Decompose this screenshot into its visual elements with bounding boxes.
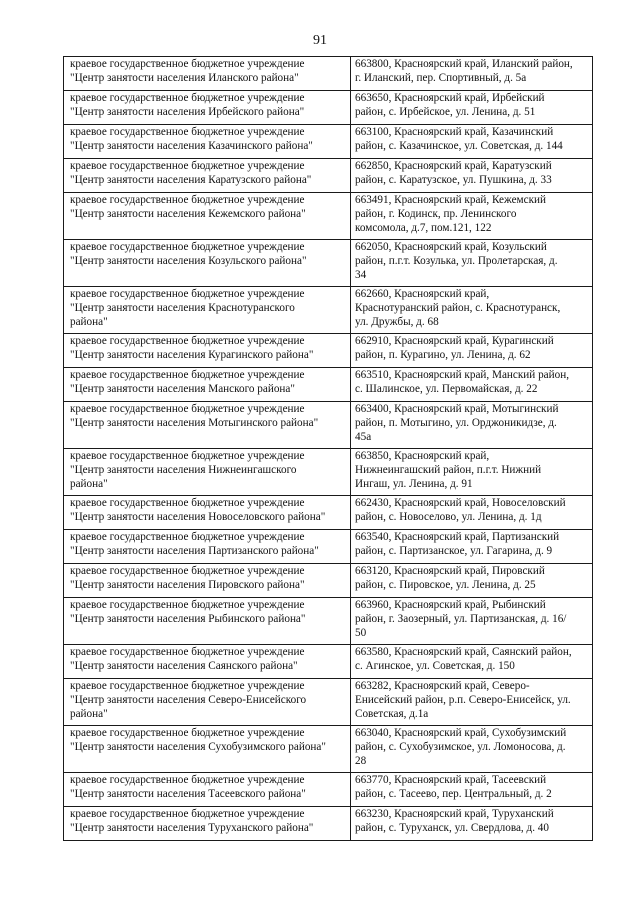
table-row: [64, 159, 593, 193]
employment-centers-table: [63, 56, 593, 841]
address-cell: 663540, Красноярский край, Партизанский район, с. Партизанское, ул. Гагарина, д. 9: [351, 530, 593, 564]
institution-name-cell: краевое государственное бюджетное учреждение "Центр занятости населения Мотыгинского района": [64, 402, 351, 449]
table-row: [64, 726, 593, 773]
institution-name-cell: краевое государственное бюджетное учреждение "Центр занятости населения Новоселовского района": [64, 496, 351, 530]
institution-name-cell: краевое государственное бюджетное учреждение "Центр занятости населения Партизанского района": [64, 530, 351, 564]
address-cell: 662910, Красноярский край, Курагинский район, п. Курагино, ул. Ленина, д. 62: [351, 334, 593, 368]
address-cell: 663650, Красноярский край, Ирбейский район, с. Ирбейское, ул. Ленина, д. 51: [351, 91, 593, 125]
table-row: [64, 368, 593, 402]
table-row: [64, 496, 593, 530]
institution-name-cell: краевое государственное бюджетное учреждение "Центр занятости населения Тасеевского района": [64, 773, 351, 807]
institution-name-cell: краевое государственное бюджетное учреждение "Центр занятости населения Казачинского района": [64, 125, 351, 159]
address-cell: 663400, Красноярский край, Мотыгинский район, п. Мотыгино, ул. Орджоникидзе, д. 45а: [351, 402, 593, 449]
table-row: [64, 679, 593, 726]
table-row: [64, 125, 593, 159]
address-cell: 663230, Красноярский край, Туруханский район, с. Туруханск, ул. Свердлова, д. 40: [351, 807, 593, 841]
institution-name-cell: краевое государственное бюджетное учреждение "Центр занятости населения Краснотуранского района": [64, 287, 351, 334]
table-row: [64, 240, 593, 287]
table-row: [64, 807, 593, 841]
address-cell: 663800, Красноярский край, Иланский район, г. Иланский, пер. Спортивный, д. 5а: [351, 57, 593, 91]
institution-name-cell: краевое государственное бюджетное учреждение "Центр занятости населения Козульского района": [64, 240, 351, 287]
address-cell: 663960, Красноярский край, Рыбинский район, г. Заозерный, ул. Партизанская, д. 16/ 50: [351, 598, 593, 645]
table-row: [64, 334, 593, 368]
table-row: [64, 564, 593, 598]
institution-name-cell: краевое государственное бюджетное учреждение "Центр занятости населения Сухобузимского района": [64, 726, 351, 773]
institution-name-cell: краевое государственное бюджетное учреждение "Центр занятости населения Иланского района": [64, 57, 351, 91]
table-row: [64, 57, 593, 91]
institution-name-cell: краевое государственное бюджетное учреждение "Центр занятости населения Манского района": [64, 368, 351, 402]
table-row: [64, 402, 593, 449]
table-row: [64, 773, 593, 807]
table-row: [64, 91, 593, 125]
address-cell: 663491, Красноярский край, Кежемский район, г. Кодинск, пр. Ленинского комсомола, д.7, пом.121, 122: [351, 193, 593, 240]
table-row: [64, 287, 593, 334]
institution-name-cell: краевое государственное бюджетное учреждение "Центр занятости населения Саянского района": [64, 645, 351, 679]
table-row: [64, 449, 593, 496]
address-cell: 663100, Красноярский край, Казачинский район, с. Казачинское, ул. Советская, д. 144: [351, 125, 593, 159]
institution-name-cell: краевое государственное бюджетное учреждение "Центр занятости населения Туруханского района": [64, 807, 351, 841]
institution-name-cell: краевое государственное бюджетное учреждение "Центр занятости населения Рыбинского района": [64, 598, 351, 645]
page-number: 91: [313, 33, 327, 48]
institution-name-cell: краевое государственное бюджетное учреждение "Центр занятости населения Кежемского района": [64, 193, 351, 240]
table-row: [64, 598, 593, 645]
address-cell: 662660, Красноярский край, Краснотуранский район, с. Краснотуранск, ул. Дружбы, д. 68: [351, 287, 593, 334]
address-cell: 663580, Красноярский край, Саянский район, с. Агинское, ул. Советская, д. 150: [351, 645, 593, 679]
table-body: [64, 57, 593, 841]
institution-name-cell: краевое государственное бюджетное учреждение "Центр занятости населения Курагинского района": [64, 334, 351, 368]
institution-name-cell: краевое государственное бюджетное учреждение "Центр занятости населения Северо-Енисейского района": [64, 679, 351, 726]
table-row: [64, 193, 593, 240]
table-row: [64, 645, 593, 679]
address-cell: 663120, Красноярский край, Пировский район, с. Пировское, ул. Ленина, д. 25: [351, 564, 593, 598]
address-cell: 663510, Красноярский край, Манский район, с. Шалинское, ул. Первомайская, д. 22: [351, 368, 593, 402]
address-cell: 662850, Красноярский край, Каратузский район, с. Каратузское, ул. Пушкина, д. 33: [351, 159, 593, 193]
address-cell: 662430, Красноярский край, Новоселовский район, с. Новоселово, ул. Ленина, д. 1д: [351, 496, 593, 530]
institution-name-cell: краевое государственное бюджетное учреждение "Центр занятости населения Каратузского района": [64, 159, 351, 193]
address-cell: 663850, Красноярский край, Нижнеингашский район, п.г.т. Нижний Ингаш, ул. Ленина, д. 91: [351, 449, 593, 496]
institution-name-cell: краевое государственное бюджетное учреждение "Центр занятости населения Ирбейского района": [64, 91, 351, 125]
address-cell: 663770, Красноярский край, Тасеевский район, с. Тасеево, пер. Центральный, д. 2: [351, 773, 593, 807]
institution-name-cell: краевое государственное бюджетное учреждение "Центр занятости населения Нижнеингашского района": [64, 449, 351, 496]
address-cell: 662050, Красноярский край, Козульский район, п.г.т. Козулька, ул. Пролетарская, д. 34: [351, 240, 593, 287]
institution-name-cell: краевое государственное бюджетное учреждение "Центр занятости населения Пировского района": [64, 564, 351, 598]
table-row: [64, 530, 593, 564]
address-cell: 663282, Красноярский край, Северо- Енисейский район, р.п. Северо-Енисейск, ул. Советская, д.1а: [351, 679, 593, 726]
address-cell: 663040, Красноярский край, Сухобузимский район, с. Сухобузимское, ул. Ломоносова, д. 28: [351, 726, 593, 773]
